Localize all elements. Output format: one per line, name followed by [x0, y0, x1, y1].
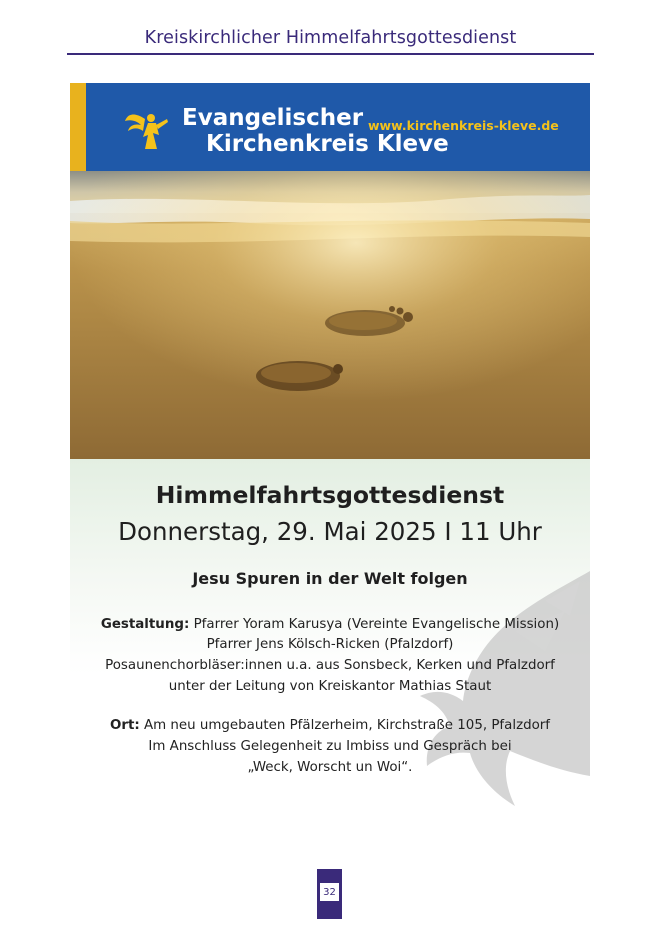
ort-line-2: Im Anschluss Gelegenheit zu Imbiss und Gespräch bei: [148, 739, 512, 754]
ort-line-3: „Weck, Worscht un Woi“.: [247, 760, 413, 775]
org-website: www.kirchenkreis-kleve.de: [368, 118, 559, 133]
gestaltung-label: Gestaltung:: [100, 617, 190, 632]
gestaltung-line-4: unter der Leitung von Kreiskantor Mathias Staut: [168, 679, 492, 694]
gestaltung-line-2: Pfarrer Jens Kölsch-Ricken (Pfalzdorf): [206, 637, 454, 652]
header-divider: [67, 53, 594, 55]
org-name-line1: Evangelischer: [182, 105, 364, 131]
page-number-badge: [317, 869, 342, 919]
gestaltung-line-3: Posaunenchorbläser:innen u.a. aus Sonsbeck, Kerken und Pfalzdorf: [105, 658, 555, 673]
church-banner: [70, 83, 590, 171]
page-header-title: Kreiskirchlicher Himmelfahrtsgottesdienst: [144, 28, 517, 48]
page-number-box: [320, 883, 339, 901]
gestaltung-line-1: [70, 617, 590, 632]
event-flyer: [70, 83, 590, 850]
gestaltung-text-1: Pfarrer Yoram Karusya (Vereinte Evangelische Mission): [189, 617, 560, 632]
ort-text-1: Am neu umgebauten Pfälzerheim, Kirchstraße 105, Pfalzdorf: [139, 718, 551, 733]
org-name-line2: Kirchenkreis Kleve: [206, 131, 449, 157]
event-details: [70, 459, 590, 850]
ort-line-1: [70, 718, 590, 733]
event-title: Himmelfahrtsgottesdienst: [155, 481, 505, 509]
beach-footprints-image: [70, 171, 590, 459]
event-date: Donnerstag, 29. Mai 2025 I 11 Uhr: [118, 517, 542, 546]
page-number: 32: [323, 886, 336, 898]
event-motto: Jesu Spuren in der Welt folgen: [192, 569, 468, 588]
ort-label: Ort:: [109, 718, 140, 733]
angel-icon: [123, 105, 171, 155]
banner-accent-stripe: [70, 83, 86, 171]
eagle-watermark-icon: [395, 571, 590, 841]
